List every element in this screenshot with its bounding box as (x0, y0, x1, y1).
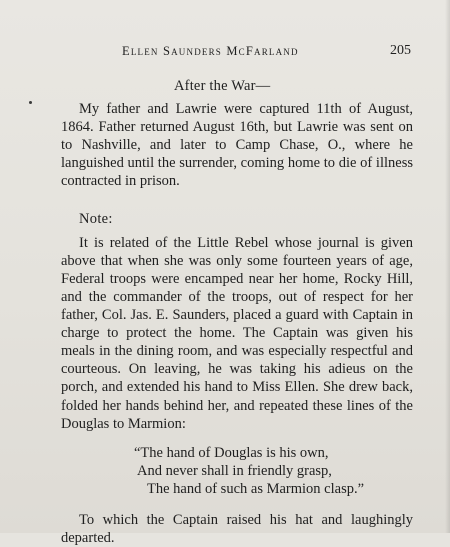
poem-line-2: And never shall in friendly grasp, (137, 462, 332, 479)
page-edge-shadow (445, 0, 450, 533)
running-head (0, 44, 450, 64)
poem-verse (134, 444, 413, 498)
paragraph-departure: To which the Captain raised his hat and laughingly departed. (61, 511, 413, 547)
paragraph-note: It is related of the Little Rebel whose journal is given above that when she was only some fourteen years of age, Federal troops were encamped near her home, Rocky Hill, and the commander of the troops, out of respect for her father, Col. Jas. E. Saunders, placed a guard with Captain in charge to protect the home. The Captain was given his meals in the dining room, and was especially respectful and courteous. On leaving, he was taking his adieus on the porch, and extended his hand to Miss Ellen. She drew back, folded her hands behind her, and repeated these lines of the Douglas to Marmion: (61, 234, 413, 432)
poem-line-3: The hand of such as Marmion clasp.” (147, 480, 365, 497)
running-title: Ellen Saunders McFarland (122, 44, 299, 58)
poem-line-1: “The hand of Douglas is his own, (134, 444, 329, 461)
stray-ink-mark (29, 101, 32, 104)
note-label: Note: (79, 210, 113, 227)
page-number: 205 (390, 43, 411, 58)
section-heading: After the War— (174, 78, 271, 94)
paragraph-capture: My father and Lawrie were captured 11th of August, 1864. Father returned August 16th, but Lawrie was sent on to Nashville, and later to Camp Chase, O., where he languished until the surrender, coming home to die of illness contracted in prison. (61, 101, 413, 190)
page-text (61, 77, 413, 547)
